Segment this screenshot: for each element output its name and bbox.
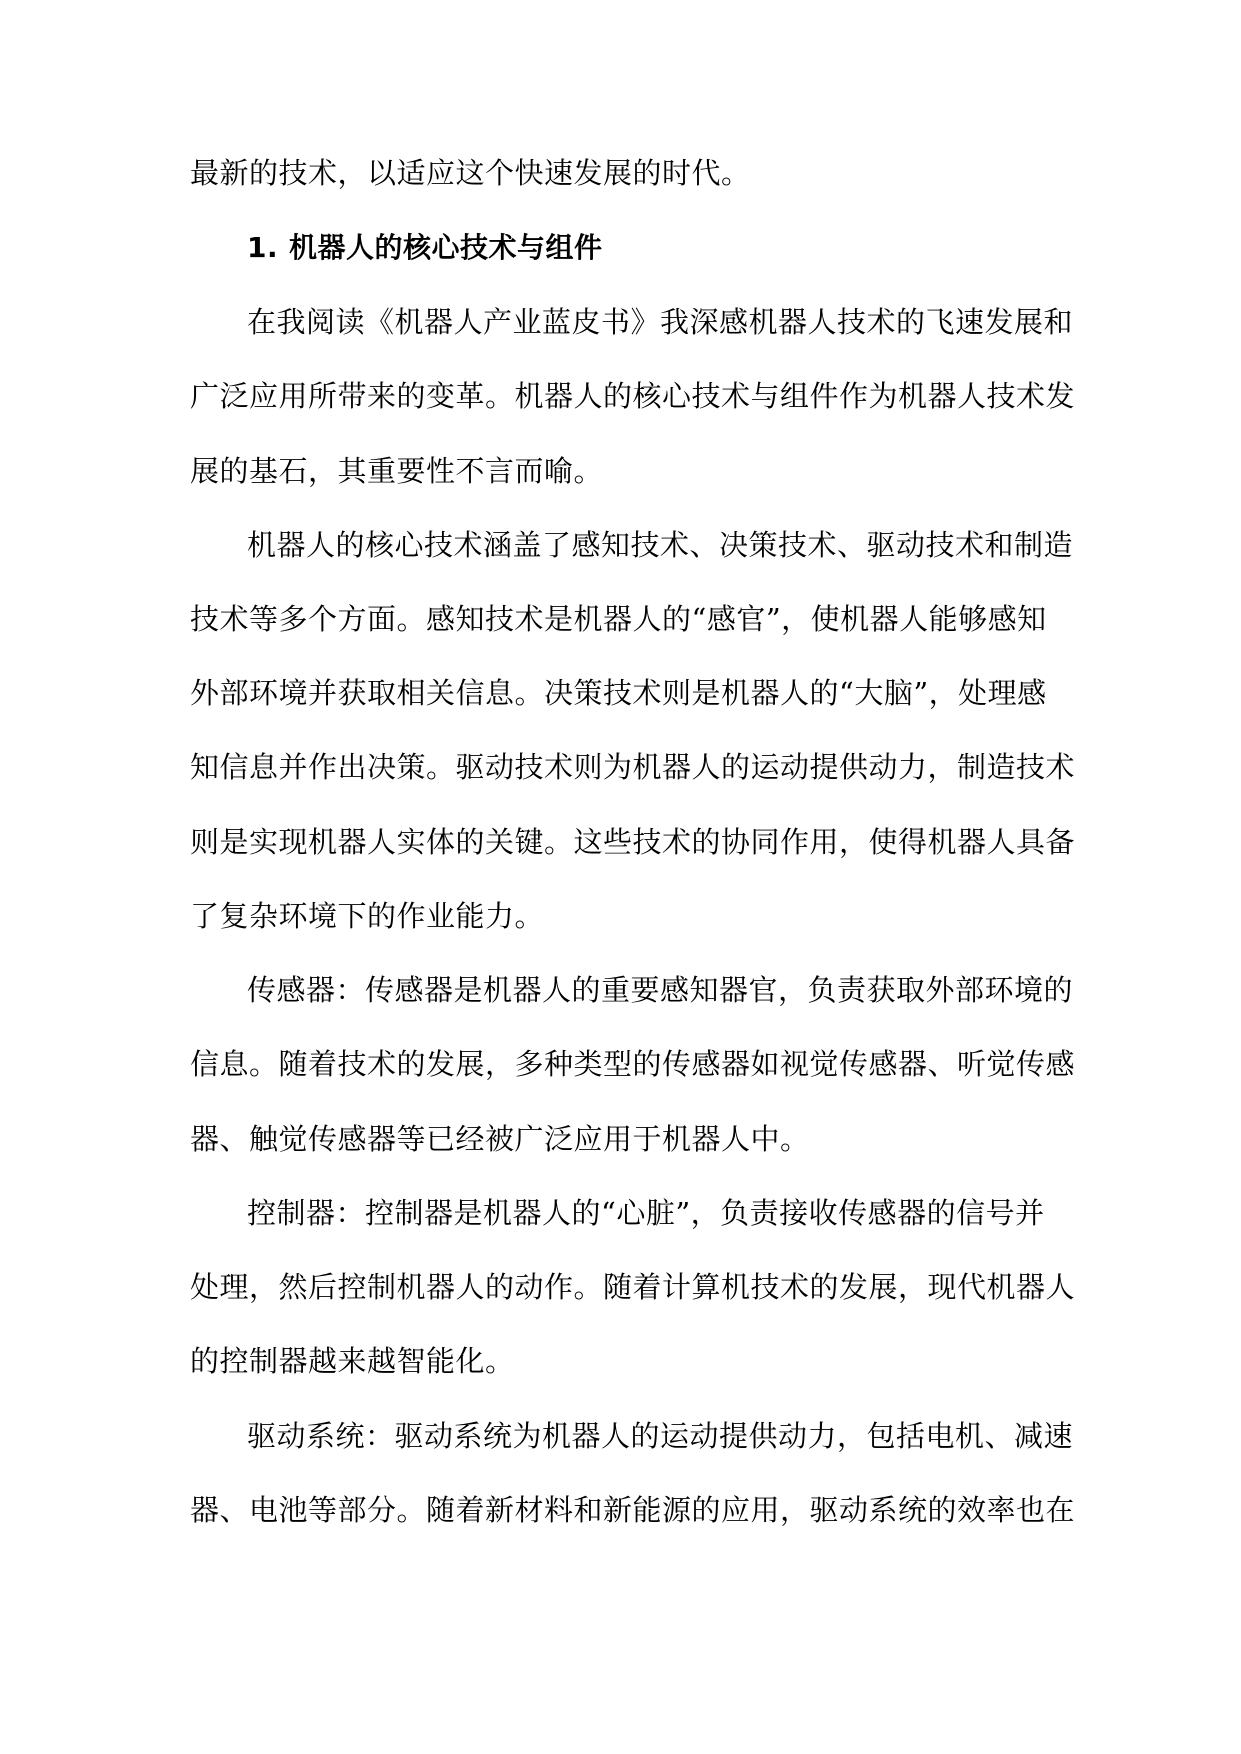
paragraph-line: 在我阅读《机器人产业蓝皮书》我深感机器人技术的飞速发展和 xyxy=(247,305,1074,339)
paragraph-line: 处理，然后控制机器人的动作。随着计算机技术的发展，现代机器人 xyxy=(190,1270,1076,1304)
paragraph-line: 机器人的核心技术涵盖了感知技术、决策技术、驱动技术和制造 xyxy=(247,528,1074,562)
section-heading xyxy=(247,228,603,268)
paragraph-line: 控制器：控制器是机器人的“心脏”，负责接收传感器的信号并 xyxy=(247,1196,1045,1230)
section-number: 1. xyxy=(247,231,279,264)
text-line: 最新的技术，以适应这个快速发展的时代。 xyxy=(190,156,751,190)
paragraph-line: 展的基石，其重要性不言而喻。 xyxy=(190,454,604,488)
paragraph-line: 驱动系统：驱动系统为机器人的运动提供动力，包括电机、减速 xyxy=(247,1419,1074,1453)
paragraph-line: 则是实现机器人实体的关键。这些技术的协同作用，使得机器人具备 xyxy=(190,825,1076,859)
paragraph-line: 技术等多个方面。感知技术是机器人的“感官”，使机器人能够感知 xyxy=(190,602,1047,636)
paragraph-line: 外部环境并获取相关信息。决策技术则是机器人的“大脑”，处理感 xyxy=(190,676,1047,710)
paragraph-line: 广泛应用所带来的变革。机器人的核心技术与组件作为机器人技术发 xyxy=(190,379,1076,413)
paragraph-line: 传感器：传感器是机器人的重要感知器官，负责获取外部环境的 xyxy=(247,973,1074,1007)
paragraph-line: 器、触觉传感器等已经被广泛应用于机器人中。 xyxy=(190,1122,810,1156)
paragraph-line: 器、电池等部分。随着新材料和新能源的应用，驱动系统的效率也在 xyxy=(190,1493,1076,1527)
paragraph-line: 了复杂环境下的作业能力。 xyxy=(190,899,545,933)
paragraph-line: 知信息并作出决策。驱动技术则为机器人的运动提供动力，制造技术 xyxy=(190,750,1076,784)
section-title: 机器人的核心技术与组件 xyxy=(289,231,603,264)
paragraph-line: 的控制器越来越智能化。 xyxy=(190,1344,515,1378)
paragraph-line: 信息。随着技术的发展，多种类型的传感器如视觉传感器、听觉传感 xyxy=(190,1047,1076,1081)
